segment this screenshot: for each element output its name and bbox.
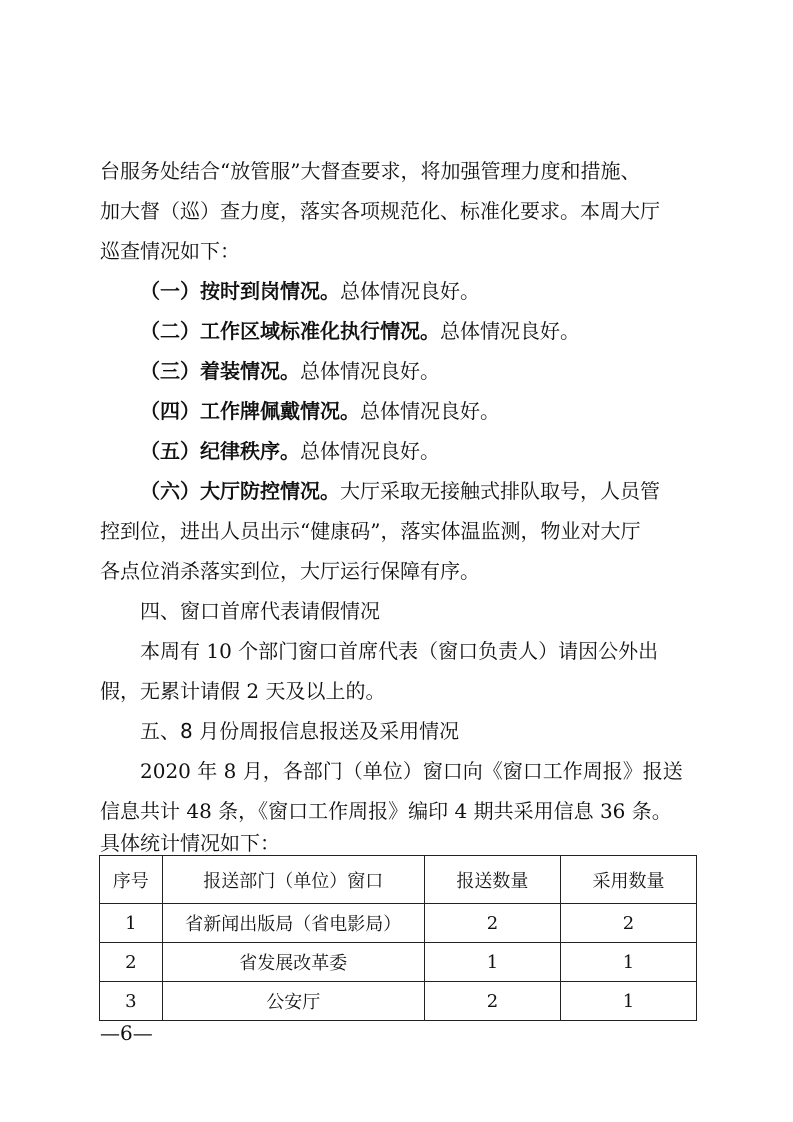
table-row (100, 943, 697, 982)
inspection-item (140, 277, 700, 305)
paragraph-line: 控到位，进出人员出示“健康码”，落实体温监测，物业对大厅 (100, 519, 641, 543)
cell-adopted: 1 (560, 943, 696, 982)
paragraph-line: 巡查情况如下： (100, 239, 240, 263)
table-row (100, 982, 697, 1021)
item-text: 总体情况良好。 (360, 399, 500, 423)
inspection-item (140, 357, 700, 385)
paragraph-line: 加大督（巡）查力度，落实各项规范化、标准化要求。本周大厅 (100, 199, 660, 223)
cell-department: 公安厅 (162, 982, 424, 1021)
item-text: 总体情况良好。 (340, 279, 480, 303)
paragraph-line: 2020 年 8 月，各部门（单位）窗口向《窗口工作周报》报送 (140, 759, 683, 783)
item-lead: （二）工作区域标准化执行情况。 (140, 319, 440, 343)
inspection-item (140, 317, 700, 345)
header-adopted: 采用数量 (560, 856, 696, 904)
cell-submitted: 2 (424, 982, 560, 1021)
paragraph-line: 假，无累计请假 2 天及以上的。 (100, 679, 386, 703)
cell-adopted: 2 (560, 904, 696, 943)
paragraph-line: 各点位消杀落实到位，大厅运行保障有序。 (100, 559, 480, 583)
paragraph-line: 台服务处结合“放管服”大督查要求，将加强管理力度和措施、 (100, 159, 641, 183)
section-heading: 五、8 月份周报信息报送及采用情况 (140, 719, 460, 743)
header-department: 报送部门（单位）窗口 (162, 856, 424, 904)
table-row (100, 904, 697, 943)
item-text: 总体情况良好。 (440, 319, 580, 343)
table-header-row (100, 856, 697, 904)
inspection-item (140, 437, 700, 465)
inspection-item (140, 477, 700, 505)
statistics-table (99, 855, 697, 1021)
item-lead: （五）纪律秩序。 (140, 439, 300, 463)
item-text: 总体情况良好。 (300, 439, 440, 463)
cell-adopted: 1 (560, 982, 696, 1021)
paragraph-line: 具体统计情况如下： (100, 831, 280, 855)
item-text: 总体情况良好。 (300, 359, 440, 383)
paragraph-line: 信息共计 48 条，《窗口工作周报》编印 4 期共采用信息 36 条。 (100, 799, 672, 823)
section-heading: 四、窗口首席代表请假情况 (140, 599, 380, 623)
item-lead: （六）大厅防控情况。 (140, 479, 340, 503)
item-lead: （三）着装情况。 (140, 359, 300, 383)
cell-serial: 3 (100, 982, 163, 1021)
item-lead: （一）按时到岗情况。 (140, 279, 340, 303)
paragraph-line: 本周有 10 个部门窗口首席代表（窗口负责人）请因公外出 (140, 639, 659, 663)
item-text: 大厅采取无接触式排队取号，人员管 (340, 479, 660, 503)
page-number: —6— (100, 1021, 153, 1045)
cell-department: 省新闻出版局（省电影局） (162, 904, 424, 943)
cell-serial: 2 (100, 943, 163, 982)
inspection-item (140, 397, 700, 425)
cell-submitted: 1 (424, 943, 560, 982)
cell-serial: 1 (100, 904, 163, 943)
cell-submitted: 2 (424, 904, 560, 943)
cell-department: 省发展改革委 (162, 943, 424, 982)
item-lead: （四）工作牌佩戴情况。 (140, 399, 360, 423)
header-serial: 序号 (100, 856, 163, 904)
header-submitted: 报送数量 (424, 856, 560, 904)
